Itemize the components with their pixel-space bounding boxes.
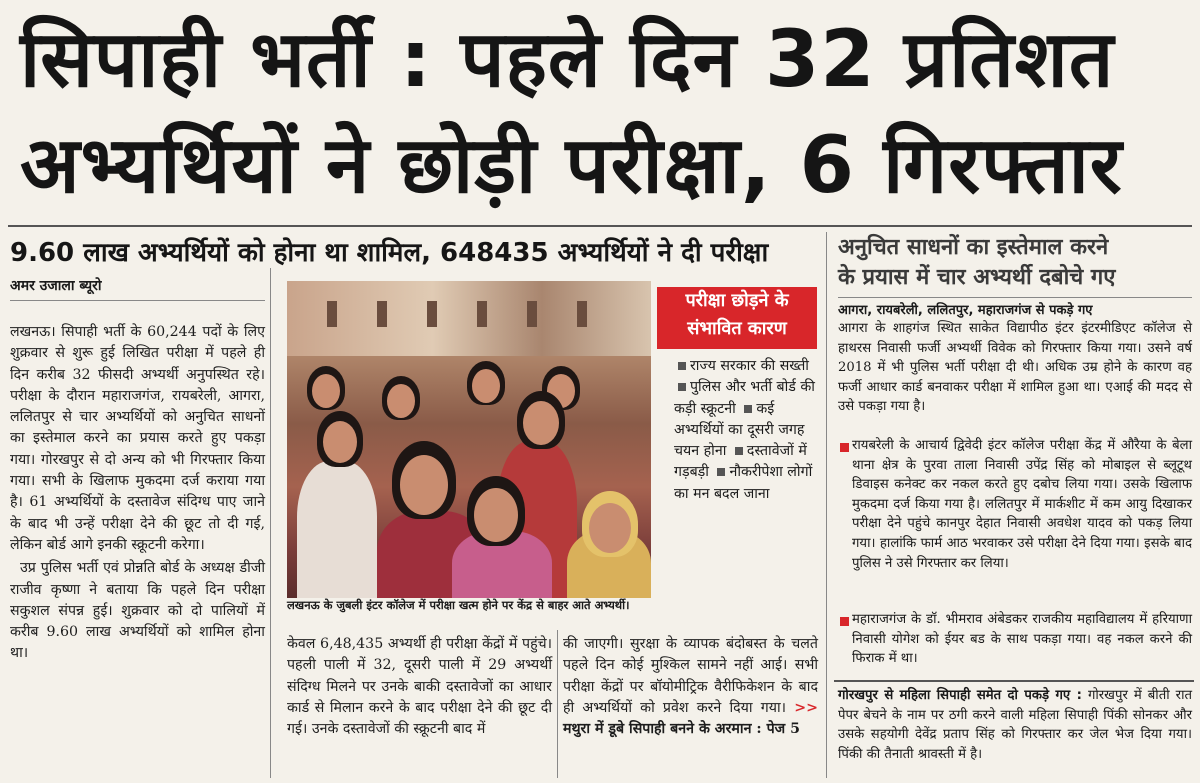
paragraph: लखनऊ। सिपाही भर्ती के 60,244 पदों के लिए शुक्रवार से शुरू हुई लिखित परीक्षा में पहले ही दिन करीब 32 फीसदी अभ्यर्थी अनुपस्थित रहे। परीक्षा के दौरान महाराजगंज, रायबरेली, आगरा, ललितपुर से चार अभ्यर्थियों को अनुचित साधनों का इस्तेमाल करने का प्रयास करते हुए पकड़ा गया। गोरखपुर से दो अन्य को भी गिरफ्तार किया गया। सभी के खिलाफ मुकदमा दर्ज कराया गया है। 61 अभ्यर्थियों के दस्तावेज संदिग्ध पाए जाने के बाद भी उन्हें परीक्षा देने की छूट तो दी गई, लेकिन बोर्ड आगे इनकी स्क्रूटनी करेगा। [10,324,265,553]
headline-line-2: अभ्यर्थियों ने छोड़ी परीक्षा, 6 गिरफ्तार [20,121,1123,211]
square-bullet-icon [744,405,752,413]
headline-divider [8,225,1192,227]
side-divider [834,680,1194,682]
side-story-bullet-2: महाराजगंज के डॉ. भीमराव अंबेडकर राजकीय महाविद्यालय में हरियाणा निवासी योगेश को ईयर बड के साथ पकड़ा गया। वह नकल करने की फिराक में था। [852,612,1192,667]
side-headline-line-2: के प्रयास में चार अभ्यर्थी दबोचे गए [838,265,1116,290]
reason-item: दस्तावेजों में गड़बड़ी [674,443,807,481]
column-divider [557,630,558,778]
red-bullet-icon [840,443,849,452]
reasons-title-box [657,287,817,349]
side-story-subhead: आगरा, रायबरेली, ललितपुर, महाराजगंज से पकड़े गए [838,303,1093,318]
side-brief [838,686,1192,764]
byline: अमर उजाला ब्यूरो [10,278,102,294]
reason-item: राज्य सरकार की सख्ती [690,358,809,374]
article-column-3 [563,634,818,740]
reasons-list [674,356,820,505]
side-brief-text: गोरखपुर में बीती रात पेपर बेचने के नाम पर ठगी करने वाली महिला सिपाही पिंकी सोनकर और उसके सहयोगी देवेंद्र प्रताप सिंह को गिरफ्तार कर जेल भेज दिया गया। पिंकी की तैनाती श्रावस्ती में है। [838,688,1192,762]
photo-caption: लखनऊ के जुबली इंटर कॉलेज में परीक्षा खत्म होने पर केंद्र से बाहर आते अभ्यर्थी। [287,598,630,612]
article-column-1 [10,322,265,667]
reasons-title-line-1: परीक्षा छोड़ने के [685,290,789,311]
red-bullet-icon [840,617,849,626]
square-bullet-icon [735,447,743,455]
crowd-photo [287,281,651,598]
square-bullet-icon [678,362,686,370]
square-bullet-icon [678,383,686,391]
headline [0,0,1200,222]
square-bullet-icon [717,468,725,476]
column-divider [826,232,827,778]
reason-item: नौकरीपेशा लोगों का मन बदल जाना [674,464,813,502]
article-column-2: केवल 6,48,435 अभ्यर्थी ही परीक्षा केंद्रों में पहुंचे। पहली पाली में 32, दूसरी पाली में 29 अभ्यर्थी संदिग्ध मिलने पर उनके बाकी दस्तावेजों का आधार कार्ड से मिलान करने के बाद परीक्षा देने की छूट दी गई। उनके दस्तावेजों की स्क्रूटनी बाद में [287,636,552,738]
reasons-title-line-2: संभावित कारण [687,318,787,339]
page-reference: मथुरा में डूबे सिपाही बनने के अरमान : पेज 5 [563,721,800,738]
side-headline-line-1: अनुचित साधनों का इस्तेमाल करने [838,235,1109,260]
side-story-headline [838,233,1194,293]
side-divider [838,297,1192,298]
side-brief-title: गोरखपुर से महिला सिपाही समेत दो पकड़े गए : [838,688,1082,703]
column-divider [270,268,271,778]
reason-item: पुलिस और भर्ती बोर्ड की कड़ी स्क्रूटनी [674,379,815,417]
byline-divider [10,300,265,301]
side-story-body: आगरा के शाहगंज स्थित साकेत विद्यापीठ इंटर इंटरमीडिएट कॉलेज से हाथरस निवासी फर्जी अभ्यर्थी विवेक को गिरफ्तार किया गया। उसने वर्ष 2018 में भी पुलिस भर्ती परीक्षा दी थी। अधिक उम्र होने के कारण वह फर्जी आधार कार्ड बनवाकर परीक्षा में शामिल हुआ था। एआई की मदद से उसे पकड़ा गया है। [838,321,1192,415]
paragraph: की जाएगी। सुरक्षा के व्यापक बंदोबस्त के चलते पहले दिन कोई मुश्किल सामने नहीं आई। सभी परीक्षा केंद्रों पर बॉयोमीट्रिक वैरीफिकेशन के बाद ही अभ्यर्थियों को प्रवेश करने दिया गया। [563,636,818,716]
side-story-bullet-1: रायबरेली के आचार्य द्विवेदी इंटर कॉलेज परीक्षा केंद्र में औरैया के बेला थाना क्षेत्र के पुरवा ताला निवासी उपेंद्र सिंह को मोबाइल से ब्लूटूथ डिवाइस कनेक्ट कर नकल करते हुए दबोच लिया गया। उसके खिलाफ मुकदमा दर्ज किया गया है। ललितपुर में मार्कशीट में कम आयु दिखाकर परीक्षा देने पहुंचे कानपुर देहात निवासी अवधेश यादव को पकड़ लिया गया। हालांकि फार्म आठ भरवाकर उसे परीक्षा देने दिया गया। इसके बाद पुलिस ने उसे गिरफ्तार कर लिया। [852,438,1192,571]
headline-line-1: सिपाही भर्ती : पहले दिन 32 प्रतिशत [20,15,1115,105]
subheadline: 9.60 लाख अभ्यर्थियों को होना था शामिल, 648435 अभ्यर्थियों ने दी परीक्षा [10,238,769,268]
reference-arrow: >> [794,699,818,716]
paragraph: उप्र पुलिस भर्ती एवं प्रोन्नति बोर्ड के अध्यक्ष डीजी राजीव कृष्णा ने बताया कि पहले दिन परीक्षा सकुशल संपन्न हुई। शुक्रवार को दो पालियों में करीब 9.60 लाख अभ्यर्थियों को शामिल होना था। [10,560,265,662]
reason-item: कई अभ्यर्थियों का दूसरी जगह चयन होना [674,400,805,460]
